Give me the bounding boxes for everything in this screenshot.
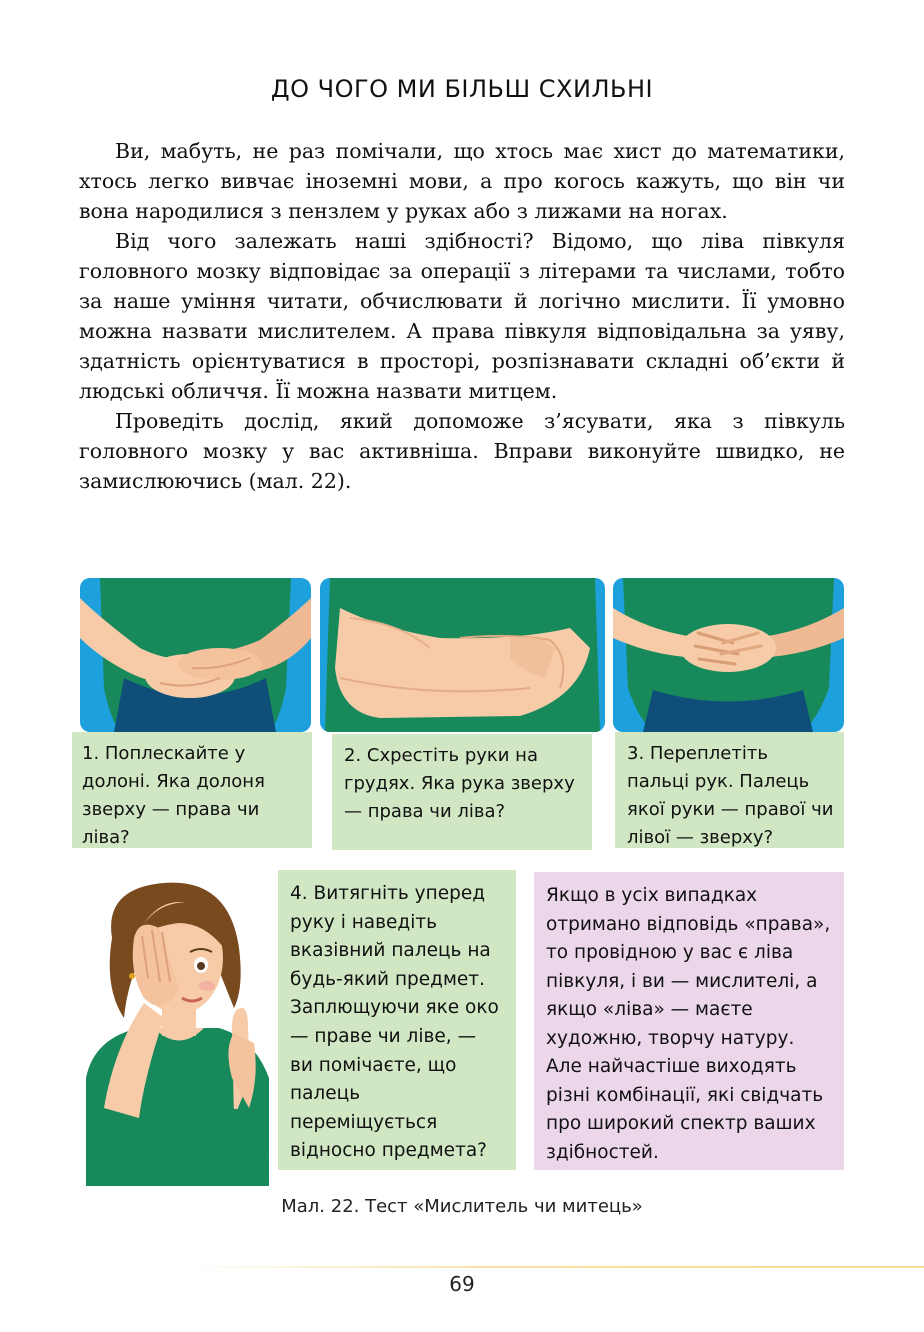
paragraph-1: Ви, мабуть, не раз помічали, що хтось має хист до математики, хтось легко вивчає іноземні мови, а про когось кажуть, що він чи вона народилися з пензлем у руках або з лижами на ногах. <box>79 139 845 223</box>
task-2-box <box>332 734 592 850</box>
paragraph-3: Проведіть дослід, який допоможе з’ясувати, яка з півкуль головного мозку у вас активніша. Вправи виконуйте швидко, не замислюючись (мал. 22). <box>79 409 845 493</box>
woman-covering-eye-illustration <box>84 878 274 1186</box>
interlaced-fingers-illustration <box>613 578 844 732</box>
conclusion-box <box>534 872 844 1170</box>
footer-divider <box>180 1266 924 1268</box>
crossed-arms-illustration <box>320 578 605 732</box>
task-4-box <box>278 870 516 1170</box>
task-2-text: 2. Схрестіть руки на грудях. Яка рука зверху — права чи ліва? <box>344 745 575 822</box>
task-1-box <box>72 732 312 848</box>
conclusion-text: Якщо в усіх випадках отримано відповідь «права», то провідною у вас є ліва півкуля, і ви — мислителі, а якщо «ліва» — маєте художню, творчу натуру. Але найчастіше виходять різні комбінації, які свідчать про широкий спектр ваших здібностей. <box>546 885 831 1163</box>
page-title: ДО ЧОГО МИ БІЛЬШ СХИЛЬНІ <box>270 75 654 103</box>
page-number: 69 <box>449 1272 475 1296</box>
task-3-text: 3. Переплетіть пальці рук. Палець якої руки — правої чи лівої — зверху? <box>627 743 834 848</box>
figure-caption: Мал. 22. Тест «Мислитель чи митець» <box>281 1196 643 1217</box>
paragraph-2: Від чого залежать наші здібності? Відомо, що ліва півкуля головного мозку відповідає за операції з літерами та числами, тобто за наше уміння читати, обчислювати й логічно мислити. Її умовно можна назвати мислителем. А права півкуля відповідальна за уяву, здатність орієнтуватися в просторі, розпізнавати складні об’єкти й людські обличчя. Її можна назвати митцем. <box>79 229 845 403</box>
body-text <box>79 136 845 496</box>
task-1-text: 1. Поплескайте у долоні. Яка долоня зверху — права чи ліва? <box>82 743 265 848</box>
task-4-text: 4. Витягніть уперед руку і наведіть вказівний палець на будь-який предмет. Заплющуючи яке око — праве чи ліве, — ви помічаєте, що палець переміщується відносно предмета? <box>290 883 499 1162</box>
clapping-hands-illustration <box>80 578 311 732</box>
task-3-box <box>615 732 844 848</box>
